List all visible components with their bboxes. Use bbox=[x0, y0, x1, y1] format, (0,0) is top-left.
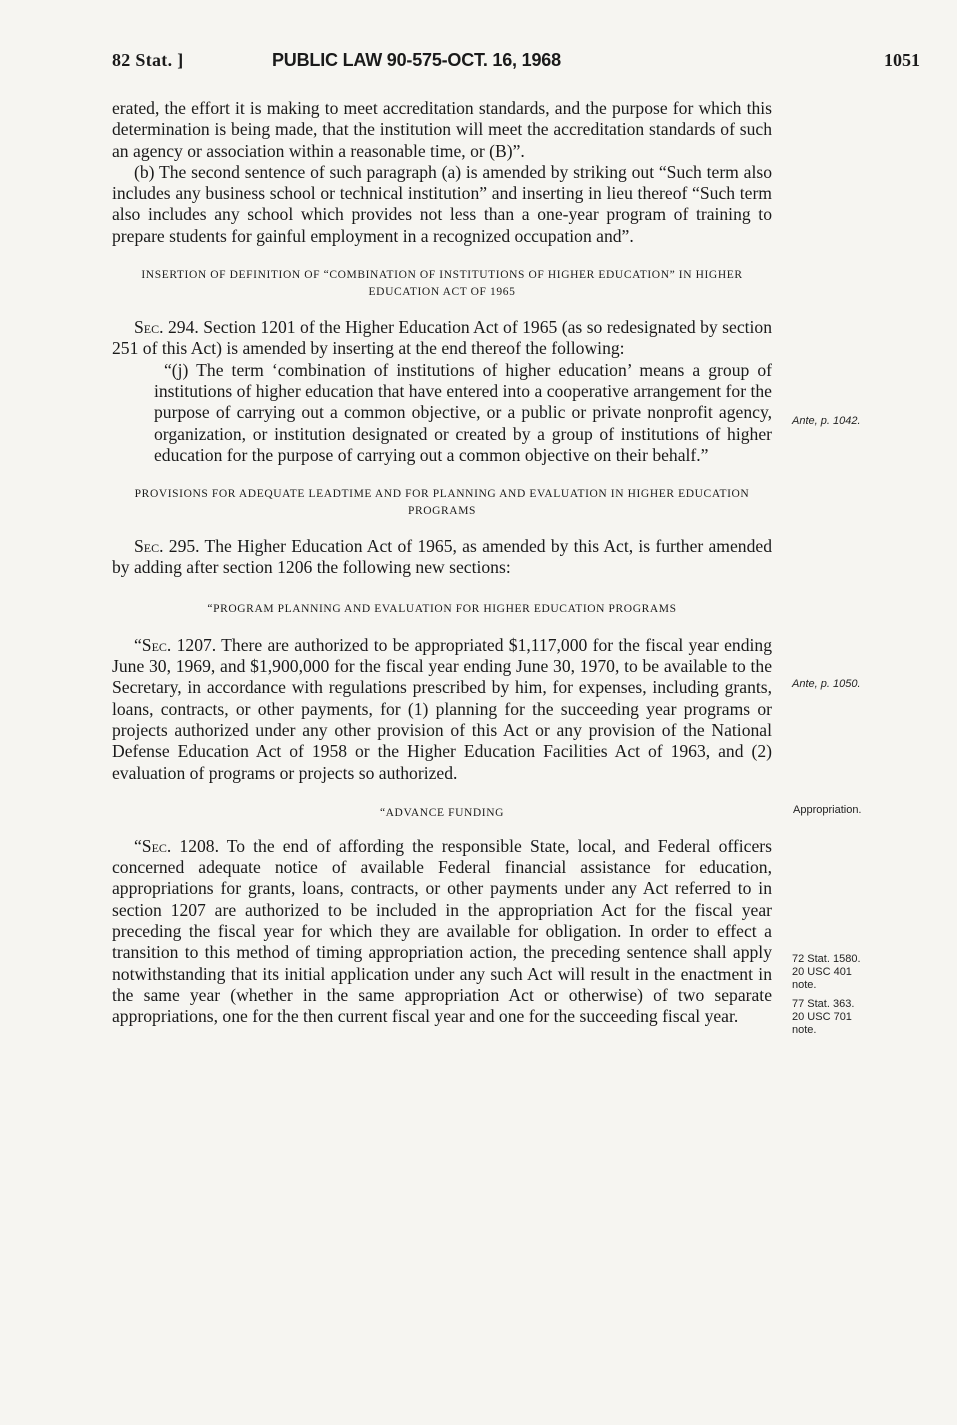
section-295-text: 295. The Higher Education Act of 1965, as amended by this Act, is further amended by adding after section 1206 the following new sections: bbox=[112, 536, 772, 578]
section-294 bbox=[112, 317, 772, 360]
sec-label: Sec. bbox=[134, 317, 164, 338]
quote-block-j bbox=[112, 360, 772, 466]
section-1208 bbox=[112, 836, 772, 1028]
page-header bbox=[112, 50, 920, 74]
section-1207-text: 1207. There are authorized to be appropriated $1,117,000 for the fiscal year ending June 30, 1969, and $1,900,000 for the fiscal year ending June 30, 1970, to be available to the Secretary, in accordance with regulations prescribed by him, for expenses, including grants, loans, contracts, or other payments, for (1) planning for the succeeding year programs or projects authorized under any other provision of this Act or any provision of the National Defense Education Act of 1958 or the Higher Education Facilities Act of 1963, and (2) evaluation of programs or projects so authorized. bbox=[112, 634, 772, 783]
section-heading-294: INSERTION OF DEFINITION OF “COMBINATION OF INSTITUTIONS OF HIGHER EDUCATION” IN HIGHER EDUCATION ACT OF 1965 bbox=[141, 269, 743, 299]
stat-volume: 82 Stat. ] bbox=[112, 50, 184, 70]
margin-note-appropriation: Appropriation. bbox=[793, 804, 862, 816]
page-number: 1051 bbox=[884, 50, 920, 70]
sec-label: “Sec. bbox=[134, 634, 172, 655]
margin-note-72-stat-1580: 72 Stat. 1580. 20 USC 401 note. bbox=[792, 953, 861, 991]
body-column bbox=[112, 98, 772, 1028]
section-heading-295: PROVISIONS FOR ADEQUATE LEADTIME AND FOR PLANNING AND EVALUATION IN HIGHER EDUCATION PROGRAMS bbox=[134, 488, 750, 518]
section-1207 bbox=[112, 635, 772, 784]
section-294-text: 294. Section 1201 of the Higher Education Act of 1965 (as so redesignated by section 251 of this Act) is amended by inserting at the end thereof the following: bbox=[112, 317, 772, 359]
section-heading-1207: “PROGRAM PLANNING AND EVALUATION FOR HIGHER EDUCATION PROGRAMS bbox=[207, 602, 677, 615]
margin-note-ante-1050: Ante, p. 1050. bbox=[792, 678, 861, 690]
section-295 bbox=[112, 536, 772, 579]
public-law-title: PUBLIC LAW 90-575-OCT. 16, 1968 bbox=[272, 50, 561, 70]
section-heading-1208: “ADVANCE FUNDING bbox=[379, 806, 505, 819]
margin-note-77-stat-363: 77 Stat. 363. 20 USC 701 note. bbox=[792, 998, 855, 1036]
sec-label: Sec. bbox=[134, 536, 164, 557]
section-1208-text: 1208. To the end of affording the responsible State, local, and Federal officers concerned adequate notice of available Federal financial assistance for education, appropriations for grants, loans, contracts, or other payments under any Act referred to in section 1207 are authorized to be included in the appropriation Act for the fiscal year preceding the fiscal year for which they are available for obligation. In order to effect a transition to this method of timing appropriation action, the preceding sentence shall apply notwithstanding that its initial application under any such Act will result in the enactment in the same year (whether in the same appropriation Act or otherwise) of two separate appropriations, one for the then current fiscal year and one for the succeeding fiscal year. bbox=[112, 835, 772, 1027]
paragraph-b: (b) The second sentence of such paragraph (a) is amended by striking out “Such term also includes any business school or technical institution” and inserting in lieu thereof “Such term also includes any school which provides not less than a one-year program of training to prepare students for gainful employment in a recognized occupation and”. bbox=[112, 161, 772, 246]
sec-label: “Sec. bbox=[134, 835, 172, 856]
margin-note-ante-1042: Ante, p. 1042. bbox=[792, 415, 861, 427]
paragraph-continued: erated, the effort it is making to meet accreditation standards, and the purpose for which this determination is being made, that the institution will meet the accreditation standards of such an agency or association within a reasonable time, or (B)”. bbox=[112, 98, 772, 161]
quote-j: “(j) The term ‘combination of institutions of higher education’ means a group of institutions of higher education that have entered into a cooperative arrangement for the purpose of carrying out a common objective, or a public or private nonprofit agency, organization, or institution designated or created by a group of institutions of higher education for the purpose of carrying out a common objective on their behalf.” bbox=[154, 359, 772, 465]
